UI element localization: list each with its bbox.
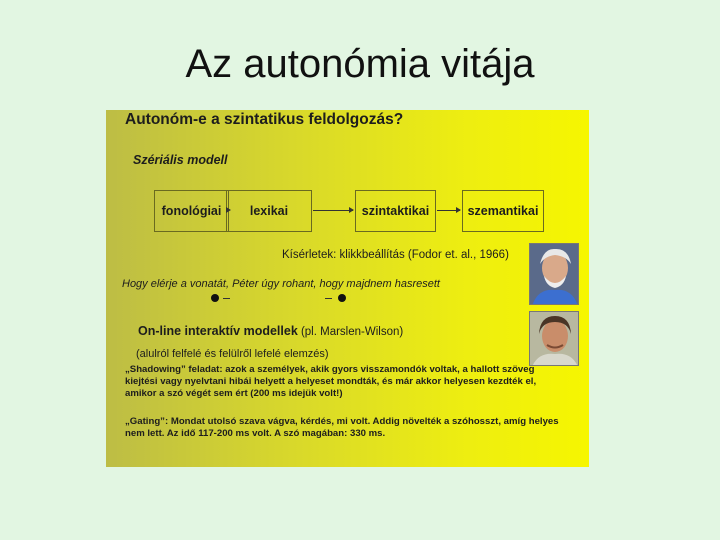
yellow-panel [106, 110, 589, 467]
stage-box-phonological: fonológiai [154, 190, 229, 232]
shadowing-paragraph: „Shadowing” feladat: azok a személyek, akik gyors visszamondók voltak, a hallott szöveg kiejtési vagy nyelvtani hibái helyett a helyeset mondták, és már akkor helyesen kezdték el, amikor a szó végét sem ért (200 ms idejük volt!) [125, 364, 537, 400]
stage-box-semantic: szemantikai [462, 190, 544, 232]
panel-heading: Autonóm-e a szintatikus feldolgozás? [125, 111, 404, 128]
gating-paragraph: „Gating”: Mondat utolsó szava vágva, kérdés, mi volt. Addig növelték a szóhosszt, amíg helyes nem lett. Az idő 117-200 ms volt. A szó magában: 330 ms. [125, 416, 559, 440]
click-dot-right [338, 294, 346, 302]
example-sentence: Hogy elérje a vonatát, Péter úgy rohant, hogy majdnem hasresett [122, 278, 440, 290]
experiments-text: Kísérletek: klikkbeállítás (Fodor et. al., 1966) [282, 249, 509, 261]
arrow-synt-sem [437, 210, 460, 211]
slide-title: Az autonómia vitája [185, 42, 535, 86]
online-models-heading [138, 324, 403, 338]
arrow-lex-synt [313, 210, 353, 211]
click-arrow-right [325, 298, 332, 299]
online-models-rest: (pl. Marslen-Wilson) [297, 326, 404, 338]
stage-box-lexical: lexikai [226, 190, 312, 232]
portrait-photo-marslen-wilson [529, 311, 579, 366]
serial-model-label: Szériális modell [133, 153, 228, 167]
online-models-bold: On-line interaktív modellek [138, 324, 298, 338]
stage-box-syntactic: szintaktikai [355, 190, 436, 232]
portrait-photo-fodor [529, 243, 579, 305]
click-arrow-left [223, 298, 230, 299]
click-dot-left [211, 294, 219, 302]
bottom-up-top-down-text: (alulról felfelé és felülről lefelé elemzés) [136, 348, 329, 360]
